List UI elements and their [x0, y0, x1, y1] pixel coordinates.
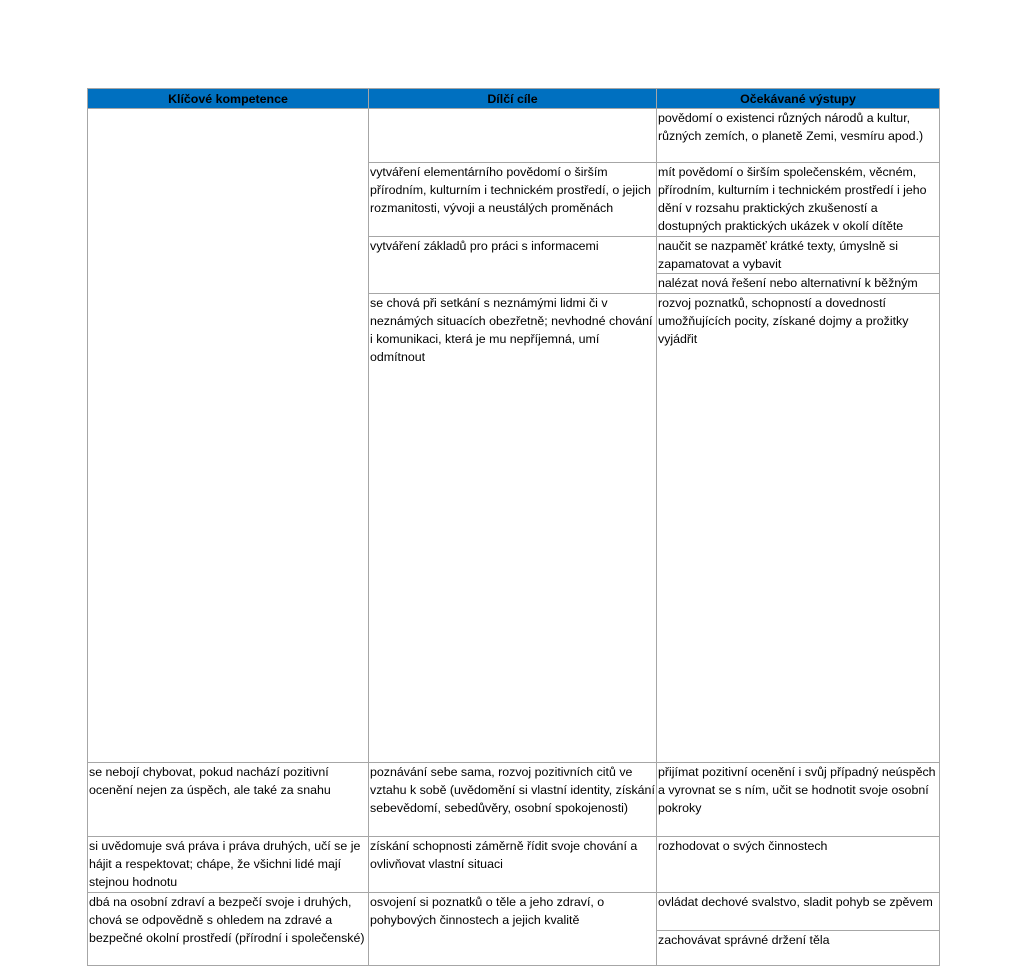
goal-cell: vytváření elementárního povědomí o širším přírodním, kulturním i technickém prostředí, o jejich rozmanitosti, vývoji a neustálých proměnách [369, 163, 657, 237]
competence-cell: dbá na osobní zdraví a bezpečí svoje i druhých, chová se odpovědně s ohledem na zdravé a bezpečné okolní prostředí (přírodní i společenské) [88, 893, 369, 966]
header-partial-goals: Dílčí cíle [369, 89, 657, 109]
goal-cell: rozvoj poznatků, schopností a dovedností umožňujících pocity, získané dojmy a prožitky vyjádřit [657, 294, 940, 763]
goal-cell: vytváření základů pro práci s informacemi [369, 237, 657, 294]
header-expected-outcomes: Očekávané výstupy [657, 89, 940, 109]
competence-cell: se nebojí chybovat, pokud nachází pozitivní ocenění nejen za úspěch, ale také za snahu [88, 763, 369, 837]
outcome-cell: mít povědomí o širším společenském, věcném, přírodním, kulturním i technickém prostředí i jeho dění v rozsahu praktických zkušeností a dostupných praktických ukázek v okolí dítěte [657, 163, 940, 237]
curriculum-table [87, 88, 940, 966]
outcome-cell: ovládat dechové svalstvo, sladit pohyb se zpěvem [657, 893, 940, 931]
table-row [88, 109, 940, 163]
goal-cell: získání schopnosti záměrně řídit svoje chování a ovlivňovat vlastní situaci [369, 837, 657, 893]
competence-cell [88, 109, 369, 763]
header-key-competences: Klíčové kompetence [88, 89, 369, 109]
goal-cell: osvojení si poznatků o těle a jeho zdraví, o pohybových činnostech a jejich kvalitě [369, 893, 657, 966]
outcome-cell: přijímat pozitivní ocenění i svůj případný neúspěch a vyrovnat se s ním, učit se hodnotit svoje osobní pokroky [657, 763, 940, 837]
table-row [88, 763, 940, 837]
table-row [88, 837, 940, 893]
goal-cell [369, 109, 657, 163]
outcome-cell: rozhodovat o svých činnostech [657, 837, 940, 893]
outcome-cell: nalézat nová řešení nebo alternativní k běžným [657, 274, 940, 294]
outcome-cell: zachovávat správné držení těla [657, 931, 940, 966]
competence-cell: se chová při setkání s neznámými lidmi či v neznámých situacích obezřetně; nevhodné chování i komunikaci, která je mu nepříjemná, umí odmítnout [369, 294, 657, 763]
competence-cell: si uvědomuje svá práva i práva druhých, učí se je hájit a respektovat; chápe, že všichni lidé mají stejnou hodnotu [88, 837, 369, 893]
header-row [88, 89, 940, 109]
table-row [88, 893, 940, 931]
outcome-cell: povědomí o existenci různých národů a kultur, různých zemích, o planetě Zemi, vesmíru apod.) [657, 109, 940, 163]
outcome-cell: naučit se nazpaměť krátké texty, úmyslně si zapamatovat a vybavit [657, 237, 940, 274]
goal-cell: poznávání sebe sama, rozvoj pozitivních citů ve vztahu k sobě (uvědomění si vlastní identity, získání sebevědomí, sebedůvěry, osobní spokojenosti) [369, 763, 657, 837]
